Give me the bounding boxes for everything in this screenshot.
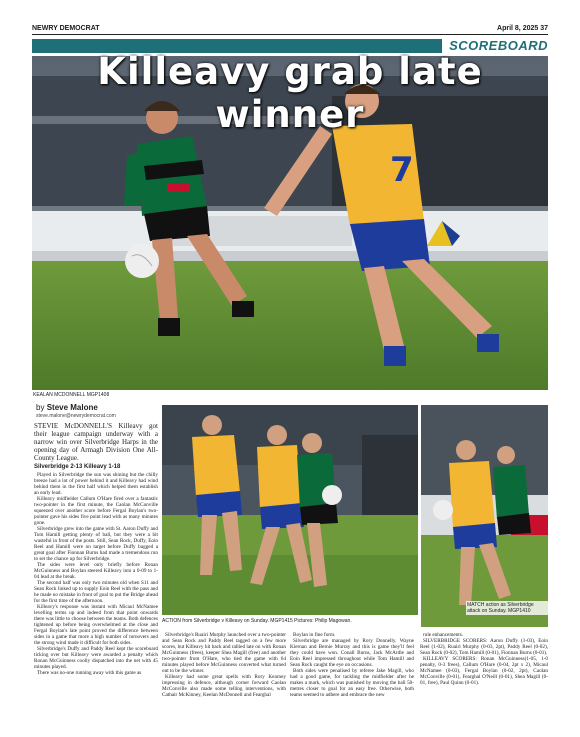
article-column-1 [34,422,158,676]
player-right-number: 7 [390,150,414,190]
article-column-3 [290,632,414,698]
article-column-2 [162,632,286,698]
byline-email[interactable]: steve.malone@newrydemocrat.com [36,413,116,419]
result-line: Silverbridge 2-13 Killeavy 1-18 [34,464,121,470]
article-paragraph: Killeavy midfielder Callum O'Hare fired over a fantastic two-pointer in the first minute, the Caolan McConville squeezed over another score before Fergal Boylan's two-pointer gave his sides five point lead with as many minutes gone. [34,496,158,526]
article-paragraph: rule enhancements. [423,632,464,638]
article-paragraph: Silverbridge's Duffy and Paddy Reel kept the scoreboard ticking over but Killeavy were awarded a penalty which Ronan McGuinness coolly dispatched into the net with 45 minutes played. [34,646,158,670]
article-paragraph: The sides were level only briefly before Ronan McGuinness and Boylan steered Killeavy into a 0-09 to 1-04 lead at the break. [34,562,158,580]
article-paragraph: Both sides were penalised by referee Jake Magill, who had a good game, for tackling the midfielder after he makes a mark, which was punished by moving the ball 50-metres closer to goal for an easy free. Otherwise, both teams seemed to adhere and embrace the new [290,668,414,698]
article-paragraph: KILLEAVY SCORERS: Ronan McGuinness(1-05, 1-0 penalty, 0-3 frees), Callum O'Hare (0-04, 2pt x 2), Micaul McNamee (0-03), Fergal Boylan (0-02, 2pt), Caolan McConville (0-01), Fearghal O'Neill (0-01), Shea Magill (0-01, free), Paul Quinn (0-01). [420,656,548,686]
photo3-caption: MATCH action as Silverbridge attack on Sunday. MGP1410 [466,601,548,615]
article-paragraph: SILVERBRIDGE SCORERS: Aaron Duffy (1-03), Eoin Reel (1-02), Ruairi Murphy (0-03, 2pt), Paddy Reel (0-02), Sean Rock (0-02), Tom Hamill (0-01), Fionnan Burns (0-01). [420,638,548,656]
date-page: April 8, 2025 37 [497,25,548,32]
masthead [32,22,548,34]
article-paragraph: The second half was only two minutes old when S11 and Sean Rock linked up to supply Eoin Reel with the pass and he made no mistake in front of goal to put the Bridge ahead for the first time of the afternoon. [34,580,158,604]
article-paragraph: Silverbridge are managed by Rory Donnelly. Wayne Kiernan and Bernie Murray and this is game they'll feel they could have won. Conall Burns, Jack McArdle and Eoin Reel impressed throughout while Tom Hamill and Sean Rock caught the eye on occasions. [290,638,414,668]
action-photo-2 [162,405,418,615]
byline-prefix: by [36,403,45,412]
paper-name: NEWRY DEMOCRAT [32,25,100,32]
article-paragraph: Silverbridge grew into the game with St. Aaron Duffy and Tom Hamill getting plenty of ball, but they were a bit wasteful in front of the posts. Still, Sean Rock, Duffy, Eoin Reel and Hamill were on target before Duffy bagged a great goal after Fionnan Burns had made a tremendous run to set the chance up for Silverbridge. [34,526,158,562]
article-paragraph: Silverbridge's Ruairi Murphy launched over a two-pointer and Sean Rock and Paddy Reel tagged on a few more scores, but Killeavy hit back and rallied late on with Ronan McGuinness (frees), keeper Shea Magill (free) and another two-pointer from O'Hare, who tied the game with 64 minutes played before McGuinness converted what turned out to be the winner. [162,632,286,674]
article-paragraph: Killeavy's response was instant with Micaul McNamee levelling terms up and indeed from that point onwards there was little to choose between the teams. Both defences tightened up before being overwhelmed at the close and Fergal Boylan's late point proved the difference between sides in a game that more a high number of turnovers and the strong wind made it difficult for both sides. [34,604,158,646]
hero-caption: KEALAN MCDONNELL MGP1408 [33,392,110,398]
article-paragraph: There was no-one running away with this game as [37,670,142,676]
headline: Killeavy grab late winner [97,50,483,136]
photo2-caption: ACTION from Silverbridge v Killeavy on Sunday. MGP1415 Pictures: Philip Magowan. [162,618,352,624]
masthead-rule [32,34,548,35]
action-photo-3 [421,405,548,627]
article-paragraph: Boylan in fine form. [293,632,336,638]
byline-author: Steve Malone [46,403,98,412]
article-paragraph: Killeavy had some great spells with Rory Kearney impressing in defence, although corner forward Caolan McConville also made some telling interventions, with Cathair McKinney, Keelan McDonnell and Fearghal [162,674,286,698]
article-column-4 [420,632,548,686]
section-label: SCOREBOARD [449,38,548,53]
article-paragraph: Played in Silverbridge the sun was shining but the chilly breeze had a lot of power behind it and Killeavy had wind behind them in the first half which helped them establish an early lead. [34,472,158,496]
byline [36,403,98,412]
article-lead: STEVIE McDONNELL'S Killeavy got their league campaign underway with a narrow win over Silverbridge Harps in the opening day of Armagh Division One All-County League. [34,422,158,462]
